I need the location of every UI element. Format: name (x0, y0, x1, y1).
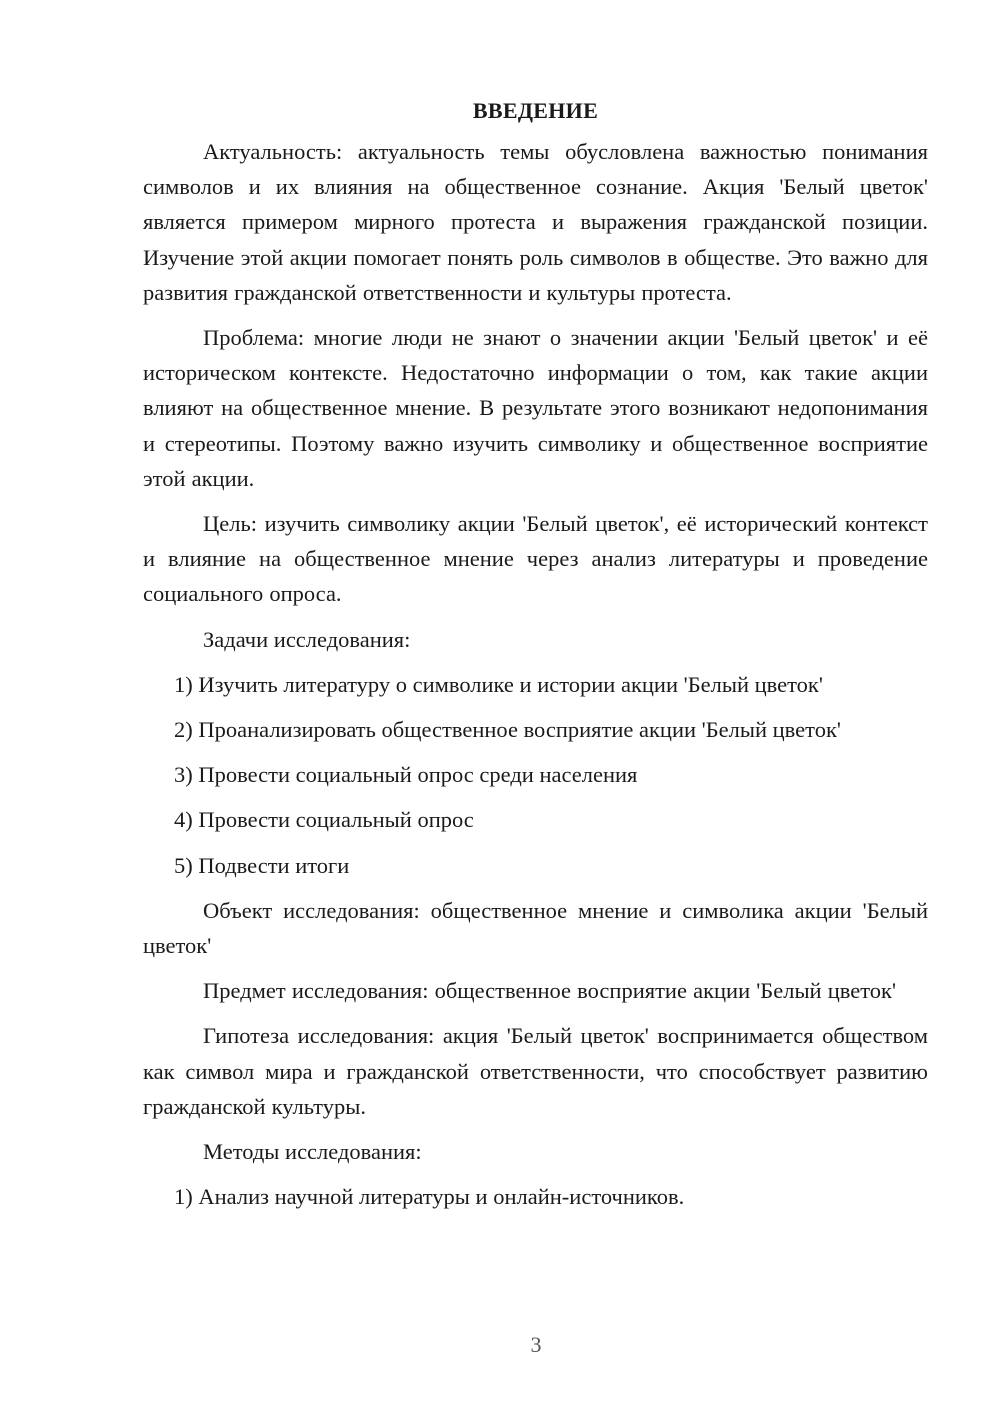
hypothesis-paragraph: Гипотеза исследования: акция 'Белый цветок' воспринимается обществом как символ мира и гражданской ответственности, что способствует развитию гражданской культуры. (143, 1023, 928, 1119)
task-item-1: 1) Изучить литературу о символике и истории акции 'Белый цветок' (174, 671, 823, 697)
task-item-4: 4) Провести социальный опрос (174, 807, 474, 833)
task-item-5: 5) Подвести итоги (174, 852, 350, 878)
task-item-2: 2) Проанализировать общественное восприятие акции 'Белый цветок' (174, 717, 841, 743)
relevance-paragraph: Актуальность: актуальность темы обусловлена важностью понимания символов и их влияния на общественное сознание. Акция 'Белый цветок' является примером мирного протеста и выражения гражданской позиции. Изучение этой акции помогает понять роль символов в обществе. Это важно для развития гражданской ответственности и культуры протеста. (143, 139, 928, 305)
page-number: 3 (530, 1332, 542, 1357)
section-heading: ВВЕДЕНИЕ (472, 98, 599, 123)
goal-paragraph: Цель: изучить символику акции 'Белый цветок', её исторический контекст и влияние на общественное мнение через анализ литературы и проведение социального опроса. (143, 511, 928, 607)
task-item-3: 3) Провести социальный опрос среди населения (174, 762, 638, 788)
method-item-1: 1) Анализ научной литературы и онлайн-источников. (174, 1184, 685, 1210)
methods-label: Методы исследования: (203, 1139, 422, 1165)
object-paragraph: Объект исследования: общественное мнение и символика акции 'Белый цветок' (143, 897, 928, 959)
document-body (143, 93, 928, 1224)
tasks-label: Задачи исследования: (203, 626, 411, 652)
problem-paragraph: Проблема: многие люди не знают о значении акции 'Белый цветок' и её историческом контексте. Недостаточно информации о том, как такие акции влияют на общественное мнение. В результате этого возникают недопонимания и стереотипы. Поэтому важно изучить символику и общественное восприятие этой акции. (143, 325, 928, 491)
subject-paragraph: Предмет исследования: общественное восприятие акции 'Белый цветок' (203, 978, 897, 1004)
